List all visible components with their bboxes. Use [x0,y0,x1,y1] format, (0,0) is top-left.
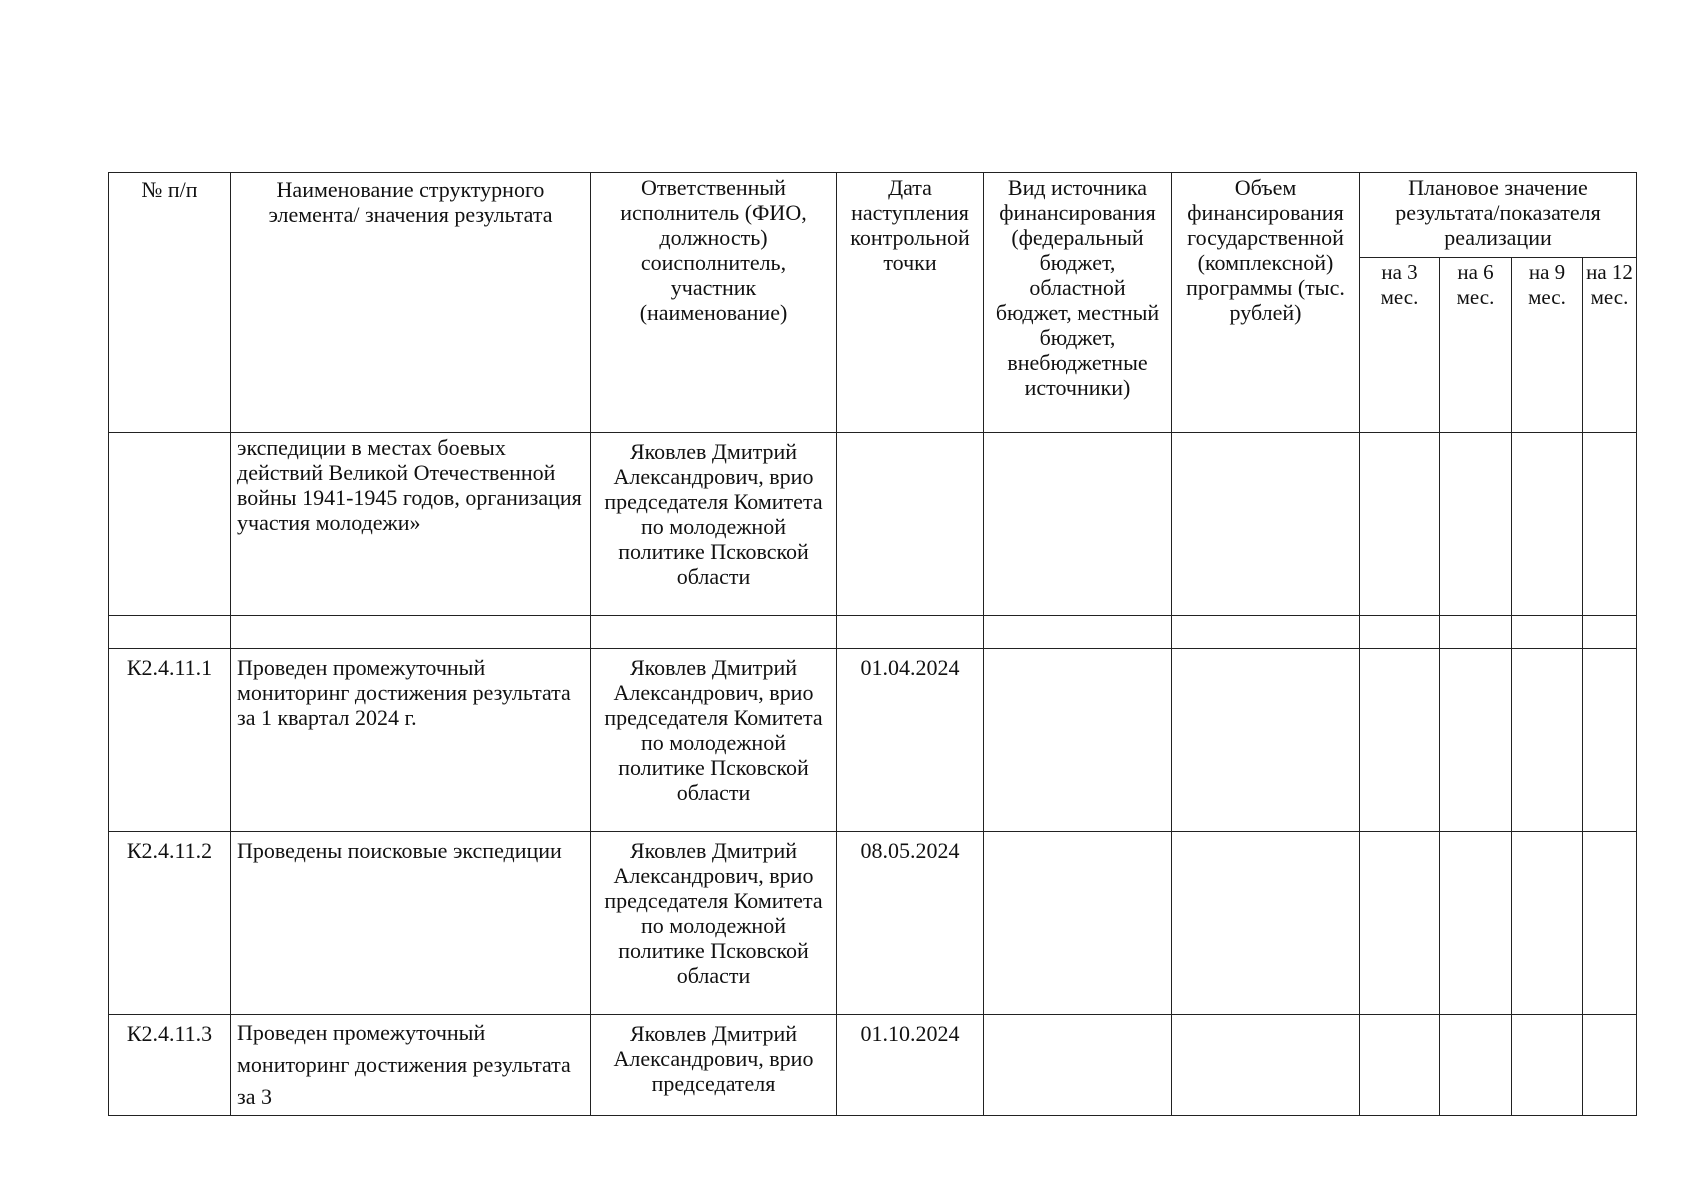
empty-cell [1440,616,1512,649]
row-9-months [1512,649,1583,832]
table-row [109,1015,1637,1116]
header-9-months: на 9 мес. [1512,258,1583,433]
row-date: 08.05.2024 [837,832,984,1015]
row-3-months [1360,649,1440,832]
row-9-months [1512,433,1583,616]
row-name: Проведен промежуточный мониторинг достижения результата за 3 [231,1015,591,1116]
empty-cell [231,616,591,649]
row-6-months [1440,1015,1512,1116]
row-responsible: Яковлев Дмитрий Александрович, врио председателя Комитета по молодежной политике Псковской области [591,433,837,616]
empty-cell [1583,616,1637,649]
row-source [984,832,1172,1015]
header-name: Наименование структурного элемента/ значения результата [231,173,591,433]
header-date: Дата наступления контрольной точки [837,173,984,433]
row-volume [1172,649,1360,832]
row-3-months [1360,433,1440,616]
plan-table-container [108,172,1637,1116]
row-date: 01.04.2024 [837,649,984,832]
row-name: экспедиции в местах боевых действий Великой Отечественной войны 1941-1945 годов, организация участия молодежи» [231,433,591,616]
header-volume: Объем финансирования государственной (комплексной) программы (тыс. рублей) [1172,173,1360,433]
header-3-months: на 3 мес. [1360,258,1440,433]
empty-row [109,616,1637,649]
row-date [837,433,984,616]
row-responsible: Яковлев Дмитрий Александрович, врио председателя [591,1015,837,1116]
row-6-months [1440,832,1512,1015]
row-num: К2.4.11.1 [109,649,231,832]
row-name: Проведены поисковые экспедиции [231,832,591,1015]
row-num: К2.4.11.3 [109,1015,231,1116]
row-6-months [1440,433,1512,616]
row-name: Проведен промежуточный мониторинг достижения результата за 1 квартал 2024 г. [231,649,591,832]
empty-cell [984,616,1172,649]
empty-cell [837,616,984,649]
row-6-months [1440,649,1512,832]
header-num: № п/п [109,173,231,433]
row-num [109,433,231,616]
table-row [109,433,1637,616]
row-12-months [1583,832,1637,1015]
empty-cell [591,616,837,649]
row-volume [1172,433,1360,616]
table-row [109,649,1637,832]
row-12-months [1583,433,1637,616]
row-12-months [1583,649,1637,832]
row-12-months [1583,1015,1637,1116]
row-volume [1172,1015,1360,1116]
row-date: 01.10.2024 [837,1015,984,1116]
row-responsible: Яковлев Дмитрий Александрович, врио председателя Комитета по молодежной политике Псковской области [591,832,837,1015]
empty-cell [1512,616,1583,649]
empty-cell [1360,616,1440,649]
row-volume [1172,832,1360,1015]
header-source: Вид источника финансирования (федеральный бюджет, областной бюджет, местный бюджет, внебюджетные источники) [984,173,1172,433]
header-row [109,173,1637,258]
row-9-months [1512,832,1583,1015]
header-planned: Плановое значение результата/показателя реализации [1360,173,1637,258]
row-3-months [1360,832,1440,1015]
header-12-months: на 12 мес. [1583,258,1637,433]
header-responsible: Ответственный исполнитель (ФИО, должность) соисполнитель, участник (наименование) [591,173,837,433]
row-source [984,433,1172,616]
row-num: К2.4.11.2 [109,832,231,1015]
row-source [984,649,1172,832]
empty-cell [109,616,231,649]
row-responsible: Яковлев Дмитрий Александрович, врио председателя Комитета по молодежной политике Псковской области [591,649,837,832]
table-row [109,832,1637,1015]
row-3-months [1360,1015,1440,1116]
row-source [984,1015,1172,1116]
empty-cell [1172,616,1360,649]
plan-table [108,172,1637,1116]
header-6-months: на 6 мес. [1440,258,1512,433]
row-9-months [1512,1015,1583,1116]
